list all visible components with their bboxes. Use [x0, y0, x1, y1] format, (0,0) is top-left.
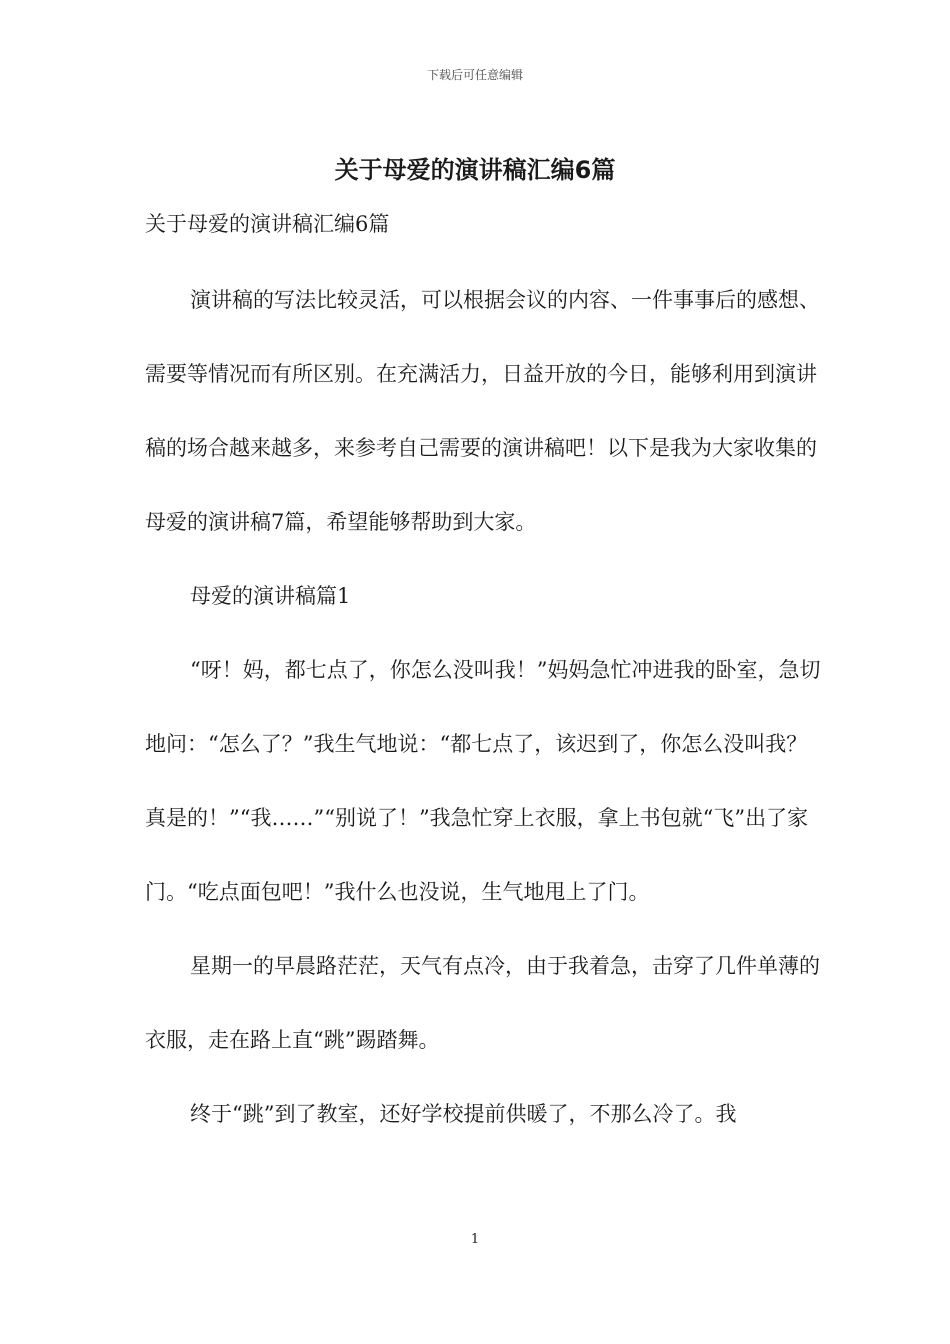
- section-heading: 母爱的演讲稿篇1: [190, 584, 351, 608]
- paragraph-story-3: 终于“跳”到了教室，还好学校提前供暖了，不那么冷了。我: [190, 1102, 737, 1126]
- document-body: [145, 204, 825, 1151]
- document-subtitle: 关于母爱的演讲稿汇编6篇: [145, 212, 390, 236]
- header-note: 下载后可任意编辑: [426, 68, 523, 82]
- document-title: 关于母爱的演讲稿汇编6篇: [334, 156, 616, 184]
- page-number: 1: [470, 1232, 480, 1247]
- paragraph-intro: 演讲稿的写法比较灵活，可以根据会议的内容、一件事事后的感想、需要等情况而有所区别。在充满活力，日益开放的今日，能够利用到演讲稿的场合越来越多，来参考自己需要的演讲稿吧！以下是我为大家收集的母爱的演讲稿7篇，希望能够帮助到大家。: [145, 288, 820, 534]
- paragraph-story-2: 星期一的早晨路茫茫，天气有点冷，由于我着急，击穿了几件单薄的衣服，走在路上直“跳”踢踏舞。: [145, 954, 820, 1052]
- paragraph-story-1: “呀！妈，都七点了，你怎么没叫我！”妈妈急忙冲进我的卧室，急切地问：“怎么了？”我生气地说：“都七点了，该迟到了，你怎么没叫我？真是的！”“我……”“别说了！”我急忙穿上衣服，拿上书包就“飞”出了家门。“吃点面包吧！”我什么也没说，生气地甩上了门。: [145, 658, 821, 904]
